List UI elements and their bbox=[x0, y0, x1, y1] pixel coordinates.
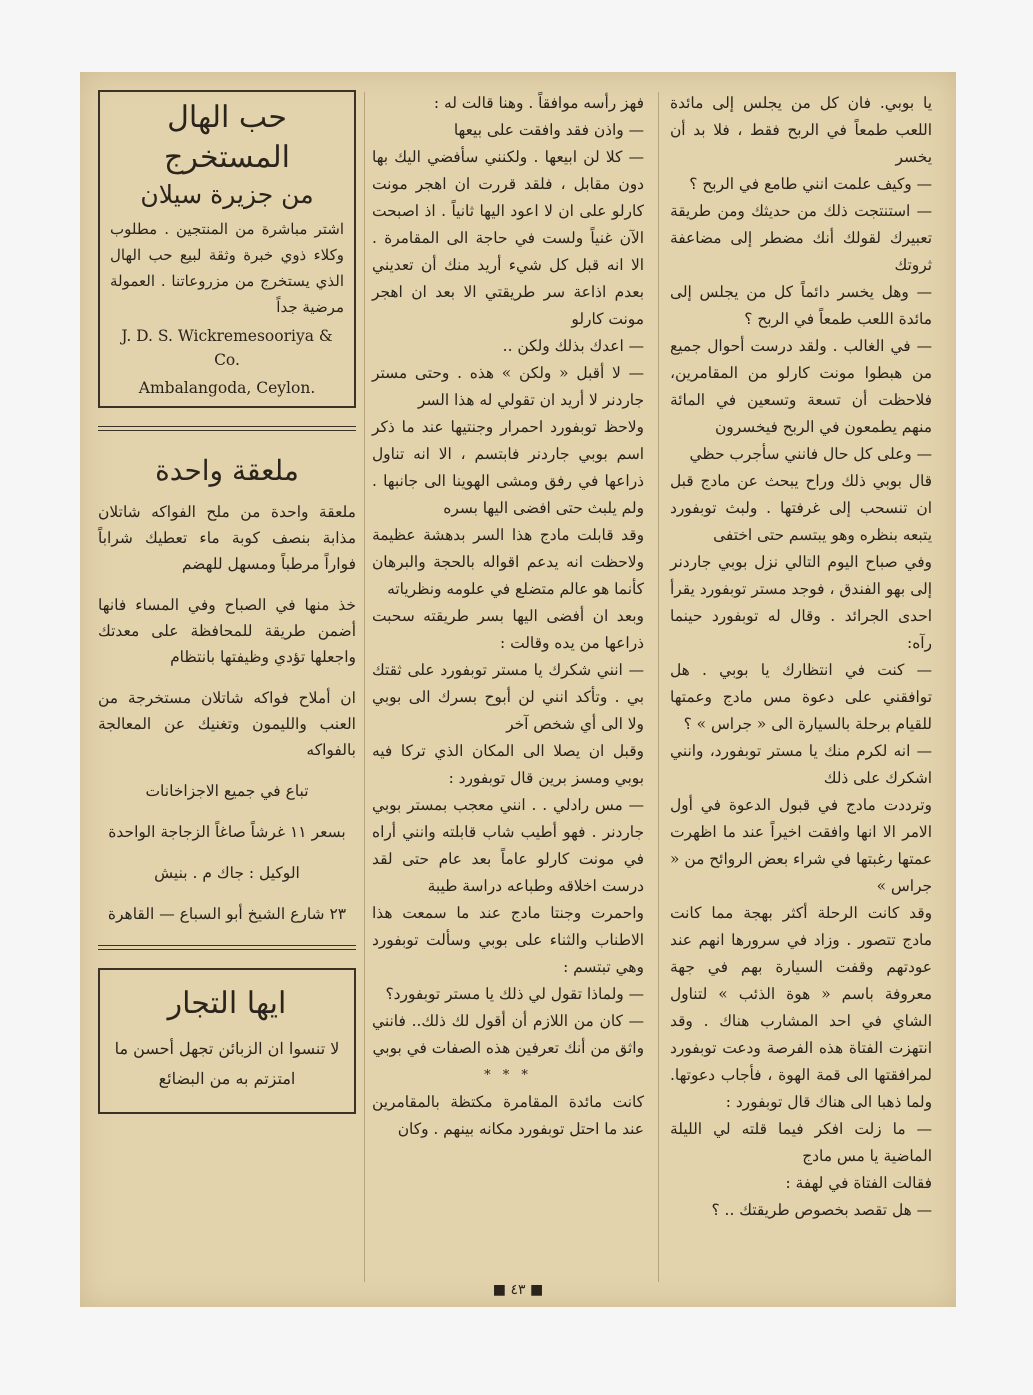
paragraph: — كان من اللازم أن أقول لك ذلك.. فانني واثق من أنك تعرفين هذه الصفات في بوبي bbox=[372, 1012, 644, 1057]
paragraph: — لا أقبل « ولكن » هذه . وحتى مستر جاردنر لا أريد ان تقولي له هذا السر bbox=[372, 364, 644, 409]
paragraph: — هل تقصد بخصوص طريقتك .. ؟ bbox=[711, 1201, 932, 1219]
ad-availability: تباع في جميع الاجزاخانات bbox=[145, 782, 309, 800]
ad-agent: الوكيل : جاك م . بنيش bbox=[154, 864, 300, 882]
paragraph: وقبل ان يصلا الى المكان الذي تركا فيه بوبي ومسز برين قال توبفورد : bbox=[372, 742, 644, 787]
paragraph: — وكيف علمت انني طامع في الربح ؟ bbox=[689, 175, 932, 193]
paragraph: وترددت مادج في قبول الدعوة في أول الامر الا انها وافقت اخيراً عند ما اظهرت عمتها رغبتها في شراء بعض الروائح من « جراس » bbox=[670, 796, 932, 895]
ad-address: Ambalangoda, Ceylon. bbox=[138, 379, 316, 397]
ad-address: ٢٣ شارع الشيخ أبو السباع — القاهرة bbox=[107, 905, 347, 923]
paragraph: ولاحظ توبفورد احمرار وجنتيها عند ما ذكر اسم بوبي جاردنر فابتسم ، الا انه تناول ذراعها في رفق ومشى الهوينا الى جانبها . ولم يلبث حتى افضى اليها بسره bbox=[372, 418, 644, 517]
paragraph: — كنت في انتظارك يا بوبي . هل توافقني على دعوة مس مادج وعمتها للقيام برحلة بالسيارة الى « جراس » ؟ bbox=[670, 661, 932, 733]
divider bbox=[98, 426, 356, 431]
magazine-page bbox=[80, 72, 956, 1307]
paragraph: قال بوبي ذلك وراح يبحث عن مادج قبل ان تنسحب إلى غرفتها . ولبث توبفورد يتبعه بنظره وهو يبتسم حتى اختفى bbox=[670, 472, 932, 544]
advertisements-column bbox=[98, 90, 356, 1114]
paragraph: وفي صباح اليوم التالي نزل بوبي جاردنر إلى بهو الفندق ، فوجد مستر توبفورد يقرأ احدى الجرائد . وقال له توبفورد حينما رآه: bbox=[670, 553, 932, 652]
paragraph: — وهل يخسر دائماً كل من يجلس إلى مائدة اللعب طمعاً في الربح ؟ bbox=[670, 283, 932, 328]
divider bbox=[98, 945, 356, 950]
paragraph: — انه لكرم منك يا مستر توبفورد، وانني اشكرك على ذلك bbox=[670, 742, 932, 787]
paragraph: فهز رأسه موافقاً . وهنا قالت له : bbox=[433, 94, 644, 112]
ad-paragraph: ان أملاح فواكه شاتلان مستخرجة من العنب والليمون وتغنيك عن المعالجة بالفواكه bbox=[98, 689, 356, 759]
ad-paragraph: خذ منها في الصباح وفي المساء فانها أضمن طريقة للمحافظة على معدتك واجعلها تؤدي وظيفتها بانتظام bbox=[98, 596, 356, 666]
paragraph: يا بوبي. فان كل من يجلس إلى مائدة اللعب طمعاً في الربح فقط ، فلا بد أن يخسر bbox=[670, 94, 932, 166]
ad-body: اشتر مباشرة من المنتجين . مطلوب وكلاء ذوي خبرة وثقة لبيع حب الهال الذي يستخرج من مزروعاتنا . العمولة مرضية جداً bbox=[110, 220, 344, 316]
paragraph: — وعلى كل حال فانني سأجرب حظي bbox=[689, 445, 932, 463]
paragraph: وبعد ان أفضى اليها بسر طريقته سحبت ذراعها من يده وقالت : bbox=[372, 607, 644, 652]
paragraph: — انني شكرك يا مستر توبفورد على ثقتك بي . وتأكد انني لن أبوح بسرك الى بوبي ولا الى أي شخص آخر bbox=[372, 661, 644, 733]
ad-fruit-salts bbox=[98, 449, 356, 927]
paragraph: كانت مائدة المقامرة مكتظة بالمقامرين عند ما احتل توبفورد مكانه بينهم . وكان bbox=[372, 1093, 644, 1138]
middle-text-column bbox=[372, 90, 644, 1143]
paragraph: — واذن فقد وافقت على بيعها bbox=[453, 121, 644, 139]
ad-merchants bbox=[98, 968, 356, 1114]
ad-title: ملعقة واحدة bbox=[155, 454, 299, 487]
paragraph: واحمرت وجنتا مادج عند ما سمعت هذا الاطناب والثناء على بوبي وسألت توبفورد وهي تبتسم : bbox=[372, 904, 644, 976]
ad-title: ايها التجار bbox=[167, 986, 287, 1021]
paragraph: — اعدك بذلك ولكن .. bbox=[502, 337, 644, 355]
paragraph: — ما زلت افكر فيما قلته لي الليلة الماضية يا مس مادج bbox=[670, 1120, 932, 1165]
column-divider bbox=[364, 92, 365, 1282]
paragraph: وقد كانت الرحلة أكثر بهجة مما كانت مادج تتصور . وزاد في سرورها انهم عند عودتهم وقفت السيارة بهم في جهة معروفة باسم « هوة الذئب » لتناول الشاي في احد المشارب هناك . وقد انتهزت الفتاة هذه الفرصة ودعت توبفورد لمرافقتها الى قمة الهوة ، فأجاب دعوتها. ولما ذهبا الى هناك قال توبفورد : bbox=[670, 904, 932, 1111]
ad-body: لا تنسوا ان الزبائن تجهل أحسن ما امتزتم به من البضائع bbox=[114, 1039, 340, 1088]
paragraph: وقد قابلت مادج هذا السر بدهشة عظيمة ولاحظت انه يدعم اقواله بالحجة والبرهان كأنما هو عالم متضلع في علومه ونظرياته bbox=[372, 526, 644, 598]
ad-paragraph: ملعقة واحدة من ملح الفواكه شاتلان مذابة بنصف كوبة ماء تعطيك شراباً فواراً مرطباً ومسهل للهضم bbox=[98, 503, 356, 573]
ad-price: بسعر ١١ غرشاً صاغاً الزجاجة الواحدة bbox=[108, 823, 346, 841]
page-number: ■ ٤٣ ■ bbox=[492, 1282, 544, 1298]
ad-company: J. D. S. Wickremesooriya & Co. bbox=[121, 327, 333, 369]
section-break-stars: * * * bbox=[484, 1068, 532, 1083]
ad-subtitle: من جزيرة سيلان bbox=[140, 180, 314, 209]
paragraph: فقالت الفتاة في لهفة : bbox=[785, 1174, 932, 1192]
right-text-column bbox=[670, 90, 932, 1224]
paragraph: — كلا لن ابيعها . ولكنني سأفضي اليك بها دون مقابل ، فلقد قررت ان اهجر مونت كارلو على ان لا اعود اليها ثانياً . اذ اصبحت الآن غنياً ولست في حاجة الى المقامرة . الا انه قبل كل شيء أريد منك أن تعديني بعدم اذاعة سر طريقتي الا بعد ان اهجر مونت كارلو bbox=[372, 148, 644, 328]
paragraph: — مس رادلي . . انني معجب بمستر بوبي جاردنر . فهو أطيب شاب قابلته وانني أراه في مونت كارلو عاماً بعد عام حتى لقد درست اخلاقه وطباعه دراسة طيبة bbox=[372, 796, 644, 895]
paragraph: — في الغالب . ولقد درست أحوال جميع من هبطوا مونت كارلو من المقامرين، فلاحظت أن تسعة وتسعين في المائة منهم يطمعون في الربح فيخسرون bbox=[670, 337, 932, 436]
paragraph: — ولماذا تقول لي ذلك يا مستر توبفورد؟ bbox=[385, 985, 644, 1003]
ad-title: حب الهال المستخرج bbox=[164, 100, 290, 175]
column-divider bbox=[658, 92, 659, 1282]
ad-ceylon-cardamom bbox=[98, 90, 356, 408]
paragraph: — استنتجت ذلك من حديثك ومن طريقة تعبيرك لقولك أنك مضطر إلى مضاعفة ثروتك bbox=[670, 202, 932, 274]
